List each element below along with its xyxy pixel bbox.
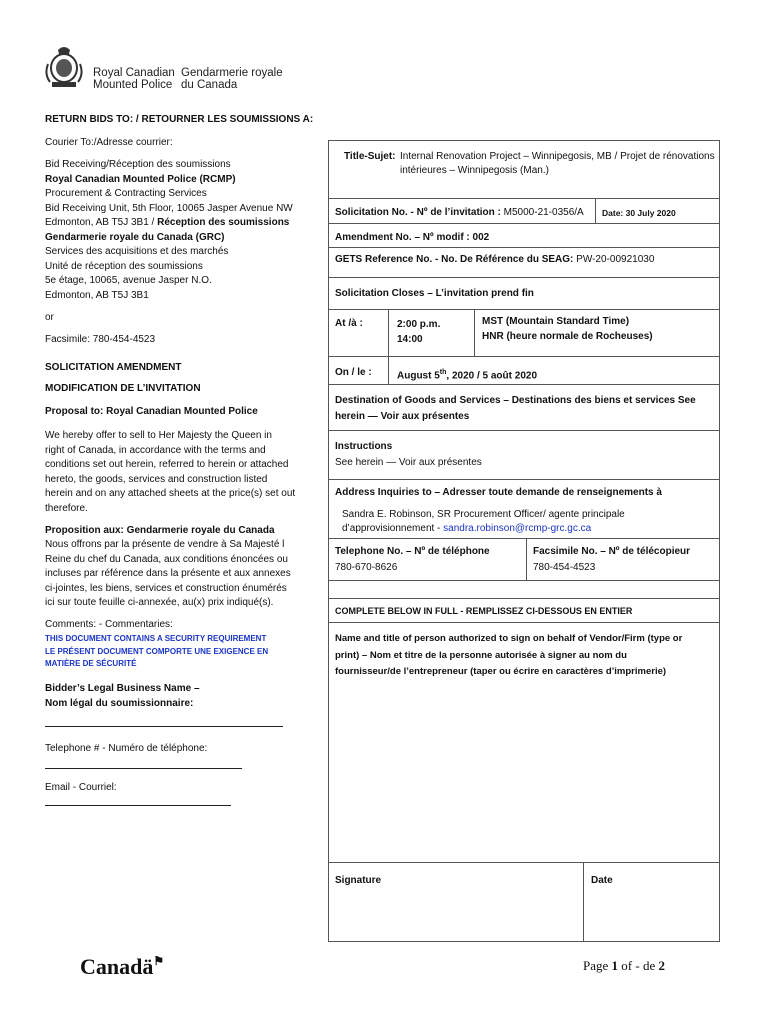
return-bids-heading: RETURN BIDS TO: / RETOURNER LES SOUMISSIONS A: <box>45 114 314 125</box>
bid-address <box>45 158 315 303</box>
address-line: Royal Canadian Mounted Police (RCMP) <box>45 173 236 185</box>
comments-label: Comments: - Commentaries: <box>45 619 173 630</box>
name-title-field[interactable] <box>330 690 718 860</box>
offer-line: therefore. <box>45 502 88 514</box>
telephone-field[interactable] <box>45 768 242 769</box>
offer-fr <box>45 538 320 611</box>
at-label: At /à : <box>335 318 363 329</box>
address-line: Edmonton, AB T5J 3B1 / Réception des soumissions <box>45 217 290 228</box>
offer-line: conditions set out herein, referred to herein or attached <box>45 459 289 470</box>
security-line: THIS DOCUMENT CONTAINS A SECURITY REQUIREMENT <box>45 634 267 643</box>
on-label: On / le : <box>335 367 372 378</box>
address-line: Services des acquisitions et des marchés <box>45 246 229 257</box>
title-label: Title-Sujet: <box>344 151 396 162</box>
bidder-name-field[interactable] <box>45 726 283 727</box>
offer-line: herein and on any attached sheets at the price(s) set out <box>45 488 296 499</box>
telephone-no-value: 780-670-8626 <box>335 562 398 573</box>
solicitation-amendment-heading: SOLICITATION AMENDMENT <box>45 362 182 373</box>
facsimile-label: Facsimile: 780-454-4523 <box>45 334 156 345</box>
address-line: Edmonton, AB T5J 3B1 <box>45 289 149 301</box>
org-name-en-1: Royal Canadian <box>93 67 175 79</box>
offer-line: ici sur toute feuille ci-annexée, au(x) prix indiqué(s). <box>45 597 274 608</box>
email-field[interactable] <box>45 805 231 806</box>
bidder-name-label: Bidder’s Legal Business Name – Nom légal du soumissionnaire: <box>45 683 200 709</box>
solicitation-number: Solicitation No. - Nº de l’invitation : M5000-21-0356/A <box>335 207 584 218</box>
email-label: Email - Courriel: <box>45 782 117 793</box>
signature-field[interactable] <box>330 890 582 940</box>
org-name-en-2: Mounted Police <box>93 79 173 91</box>
instructions-label: Instructions <box>335 441 393 452</box>
offer-line: Reine du chef du Canada, aux conditions énoncées ou <box>45 553 288 565</box>
complete-below-heading: COMPLETE BELOW IN FULL - REMPLISSEZ CI-DESSOUS EN ENTIER <box>335 606 633 616</box>
proposition-heading: Proposition aux: Gendarmerie royale du Canada <box>45 525 275 536</box>
date-label: Date <box>591 875 613 886</box>
inquiries-contact-2: d’approvisionnement - sandra.robinson@rcmp-grc.gc.ca <box>342 523 592 534</box>
closing-time: 2:00 p.m. 14:00 <box>397 319 441 345</box>
offer-line: We hereby offer to sell to Her Majesty the Queen in <box>45 430 272 441</box>
telephone-no-label: Telephone No. – Nº de téléphone <box>335 546 490 557</box>
org-name-fr-1: Gendarmerie royale <box>181 67 283 79</box>
signature-label: Signature <box>335 875 382 886</box>
security-notice <box>45 633 268 671</box>
contact-email-link[interactable]: sandra.robinson@rcmp-grc.gc.ca <box>443 523 592 534</box>
offer-line: right of Canada, in accordance with the terms and <box>45 444 266 456</box>
org-name-fr-2: du Canada <box>181 79 238 91</box>
fax-no-value: 780-454-4523 <box>533 562 596 573</box>
offer-en <box>45 429 320 516</box>
offer-line: ci-jointes, les biens, services et construction énumérés <box>45 582 287 594</box>
courier-label: Courier To:/Adresse courrier: <box>45 137 173 148</box>
offer-line: incluses par référence dans la présente et aux annexes <box>45 568 291 579</box>
address-line: Procurement & Contracting Services <box>45 188 207 199</box>
proposal-to: Proposal to: Royal Canadian Mounted Police <box>45 406 258 417</box>
name-title-label: Name and title of person authorized to sign on behalf of Vendor/Firm (type or print) – Nom et titre de la personne autorisée à signer au nom du fournisseur/de l’entrepreneur (taper ou écrire en caractères d’imprimerie) <box>335 633 683 677</box>
page-indicator: Page 1 of - de 2 <box>583 958 665 973</box>
security-line: LE PRÉSENT DOCUMENT COMPORTE UNE EXIGENCE EN <box>45 646 269 656</box>
security-line: MATIÈRE DE SÉCURITÉ <box>45 659 137 668</box>
address-line: Unité de réception des soumissions <box>45 260 203 272</box>
rcmp-crest-icon <box>44 44 84 90</box>
date-field[interactable] <box>585 890 718 940</box>
instructions-value: See herein — Voir aux présentes <box>335 457 482 468</box>
issue-date: Date: 30 July 2020 <box>602 208 676 218</box>
or-label: or <box>45 312 54 323</box>
destination: Destination of Goods and Services – Destinations des biens et services See herein — Voir aux présentes <box>335 395 696 422</box>
offer-line: hereto, the goods, services and construction listed <box>45 473 268 485</box>
canada-wordmark: Canadä⚑ <box>80 954 165 979</box>
address-line: Gendarmerie royale du Canada (GRC) <box>45 231 225 243</box>
flag-icon: ⚑ <box>153 954 165 968</box>
closing-date: August 5th, 2020 / 5 août 2020 <box>397 369 538 382</box>
inquiries-contact-1: Sandra E. Robinson, SR Procurement Officer/ agente principale <box>342 509 625 520</box>
modification-heading: MODIFICATION DE L’INVITATION <box>45 383 201 394</box>
address-line: Bid Receiving Unit, 5th Floor, 10065 Jasper Avenue NW <box>45 202 293 214</box>
solicitation-closes: Solicitation Closes – L’invitation prend fin <box>335 288 534 299</box>
title-value-line-1: Internal Renovation Project – Winnipegosis, MB / Projet de rénovations <box>400 151 715 162</box>
fax-no-label: Facsimile No. – Nº de télécopieur <box>533 546 691 557</box>
amendment-number: Amendment No. – Nº modif : 002 <box>335 232 490 243</box>
gets-reference: GETS Reference No. - No. De Référence du SEAG: PW-20-00921030 <box>335 254 655 265</box>
address-line: Bid Receiving/Réception des soumissions <box>45 159 231 170</box>
title-value-line-2: intérieures – Winnipegosis (Man.) <box>400 165 549 176</box>
time-zone: MST (Mountain Standard Time) HNR (heure normale de Rocheuses) <box>482 316 653 342</box>
address-line: 5e étage, 10065, avenue Jasper N.O. <box>45 275 212 286</box>
inquiries-label: Address Inquiries to – Adresser toute demande de renseignements à <box>335 487 662 498</box>
telephone-label: Telephone # - Numéro de téléphone: <box>45 743 208 754</box>
offer-line: Nous offrons par la présente de vendre à Sa Majesté l <box>45 539 285 550</box>
